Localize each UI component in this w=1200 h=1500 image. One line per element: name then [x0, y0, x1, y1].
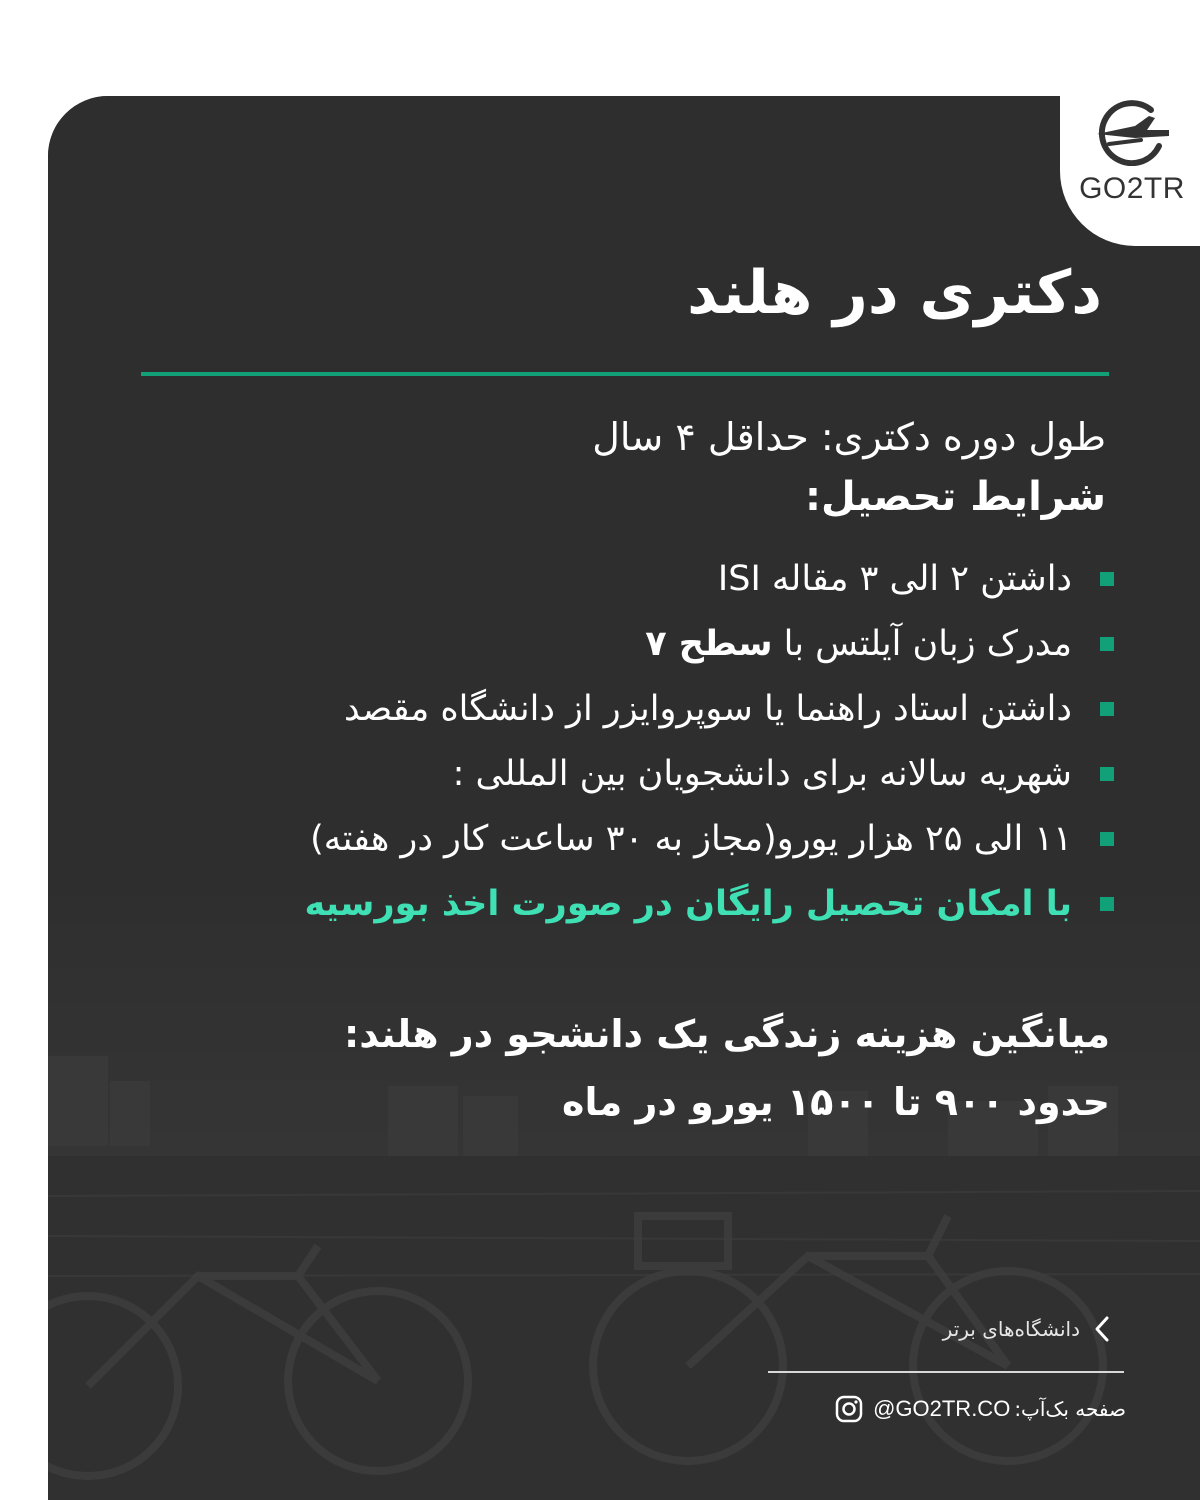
footer-divider [768, 1371, 1124, 1373]
duration-text: طول دوره دکتری: حداقل ۴ سال [592, 415, 1106, 459]
conditions-heading: شرایط تحصیل: [805, 474, 1106, 520]
logo-text: GO2TR [1079, 172, 1185, 205]
top-universities-label: دانشگاه‌های برتر [942, 1317, 1080, 1341]
list-item-text: داشتن استاد راهنما یا سوپروایزر از دانشگاه مقصد [344, 688, 1072, 729]
square-bullet-icon [1100, 897, 1114, 911]
list-item [134, 871, 1114, 936]
living-cost-value: حدود ۹۰۰ تا ۱۵۰۰ یورو در ماه [562, 1080, 1110, 1124]
living-cost-block [110, 1000, 1110, 1136]
square-bullet-icon [1100, 702, 1114, 716]
square-bullet-icon [1100, 637, 1114, 651]
page-title: دکتری در هلند [687, 258, 1102, 328]
list-item-text-bold: سطح ۷ [645, 623, 773, 664]
list-item-text: ۱۱ الی ۲۵ هزار یورو(مجاز به ۳۰ ساعت کار در هفته) [310, 818, 1072, 859]
list-item-text-highlight: با امکان تحصیل رایگان در صورت اخذ بورسیه [304, 883, 1072, 924]
list-item-text: شهریه سالانه برای دانشجویان بین المللی : [452, 753, 1072, 794]
square-bullet-icon [1100, 572, 1114, 586]
title-divider [141, 372, 1109, 376]
footer [835, 1395, 1126, 1423]
airplane-globe-icon [1089, 100, 1173, 166]
list-item [134, 741, 1114, 806]
instagram-icon[interactable] [835, 1395, 863, 1423]
list-item [134, 676, 1114, 741]
list-item [134, 546, 1114, 611]
list-item [134, 611, 1114, 676]
square-bullet-icon [1100, 767, 1114, 781]
top-universities-link[interactable] [943, 1315, 1110, 1343]
list-item-text-normal: مدرک زبان آیلتس با [772, 623, 1072, 664]
living-cost-heading: میانگین هزینه زندگی یک دانشجو در هلند: [344, 1012, 1110, 1056]
list-item-text: داشتن ۲ الی ۳ مقاله ISI [717, 558, 1072, 599]
square-bullet-icon [1100, 832, 1114, 846]
list-item [134, 806, 1114, 871]
instagram-handle[interactable]: @GO2TR.CO [873, 1396, 1011, 1421]
conditions-list [134, 546, 1114, 936]
chevron-left-icon [1094, 1315, 1110, 1343]
backup-page-label: صفحه بک‌آپ: [1014, 1397, 1126, 1421]
list-item-text [134, 624, 1072, 664]
